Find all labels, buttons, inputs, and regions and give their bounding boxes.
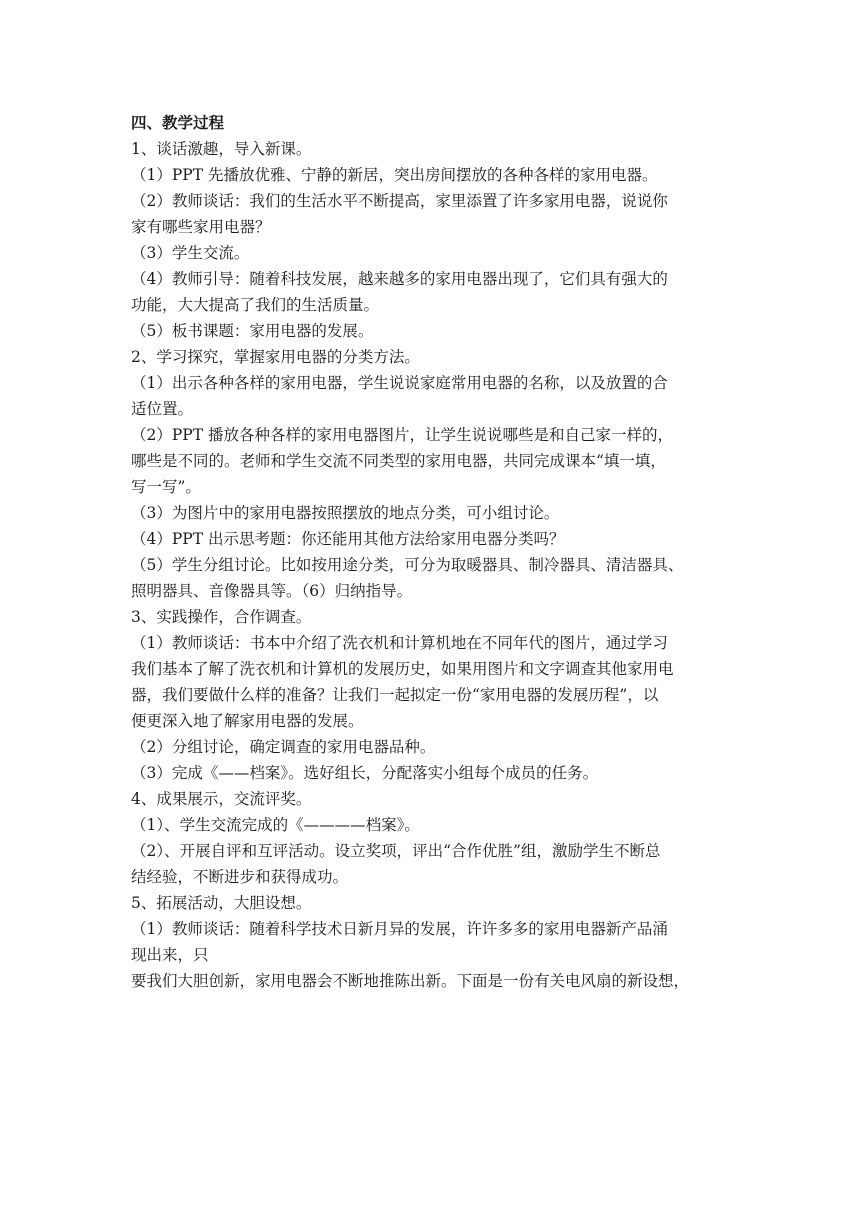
text-line: 写一写”。 <box>131 478 201 496</box>
text-line: 2、学习探究，掌握家用电器的分类方法。 <box>131 348 420 366</box>
text-line: （3）为图片中的家用电器按照摆放的地点分类，可小组讨论。 <box>131 504 560 522</box>
text-line: （2）分组讨论，确定调查的家用电器品种。 <box>131 738 436 756</box>
text-line: 现出来，只 <box>131 946 209 964</box>
text-line: 功能，大大提高了我们的生活质量。 <box>131 296 380 314</box>
section-heading: 四、教学过程 <box>131 113 225 132</box>
text-line: （4）教师引导：随着科技发展，越来越多的家用电器出现了，它们具有强大的 <box>131 270 668 288</box>
text-line: 1、谈话激趣，导入新课。 <box>131 140 312 158</box>
text-line: 哪些是不同的。老师和学生交流不同类型的家用电器，共同完成课本“填一填， <box>131 452 666 470</box>
text-line: 器，我们要做什么样的准备？让我们一起拟定一份“家用电器的发展历程”，以 <box>131 686 659 704</box>
text-line: （4）PPT 出示思考题：你还能用其他方法给家用电器分类吗？ <box>131 530 565 548</box>
text-line: 3、实践操作，合作调查。 <box>131 608 312 626</box>
text-line: 5、拓展活动，大胆设想。 <box>131 894 312 912</box>
text-line: （1）教师谈话：书本中介绍了洗衣机和计算机地在不同年代的图片，通过学习 <box>131 634 668 652</box>
text-line: 适位置。 <box>131 400 194 418</box>
text-line: 家有哪些家用电器？ <box>131 218 271 236</box>
text-line: 便更深入地了解家用电器的发展。 <box>131 712 364 730</box>
text-line: （5）学生分组讨论。比如按用途分类，可分为取暖器具、制冷器具、清洁器具、 <box>131 556 684 574</box>
text-line: （3）完成《——档案》。选好组长，分配落实小组每个成员的任务。 <box>131 764 599 782</box>
text-line: （1）PPT 先播放优雅、宁静的新居，突出房间摆放的各种各样的家用电器。 <box>131 166 658 184</box>
text-line: （2）教师谈话：我们的生活水平不断提高，家里添置了许多家用电器，说说你 <box>131 192 668 210</box>
text-line: 我们基本了解了洗衣机和计算机的发展历史，如果用图片和文字调查其他家用电 <box>131 660 674 678</box>
text-line: （5）板书课题：家用电器的发展。 <box>131 322 374 340</box>
text-line: 结经验，不断进步和获得成功。 <box>131 868 349 886</box>
text-line: 4、成果展示，交流评奖。 <box>131 790 312 808</box>
text-line: 要我们大胆创新，家用电器会不断地推陈出新。下面是一份有关电风扇的新设想， <box>131 972 690 990</box>
text-line: （1）教师谈话：随着科学技术日新月异的发展，许许多多的家用电器新产品涌 <box>131 920 668 938</box>
text-line: （1）出示各种各样的家用电器，学生说说家庭常用电器的名称，以及放置的合 <box>131 374 668 392</box>
text-line: （2）PPT 播放各种各样的家用电器图片，让学生说说哪些是和自己家一样的， <box>131 426 673 444</box>
text-line: 照明器具、音像器具等。（6）归纳指导。 <box>131 582 413 600</box>
text-line: （2）、开展自评和互评活动。设立奖项，评出“合作优胜”组，激励学生不断总 <box>131 842 661 860</box>
document-body <box>131 110 731 994</box>
text-line: （1）、学生交流完成的《————档案》。 <box>131 816 420 834</box>
text-line: （3）学生交流。 <box>131 244 250 262</box>
